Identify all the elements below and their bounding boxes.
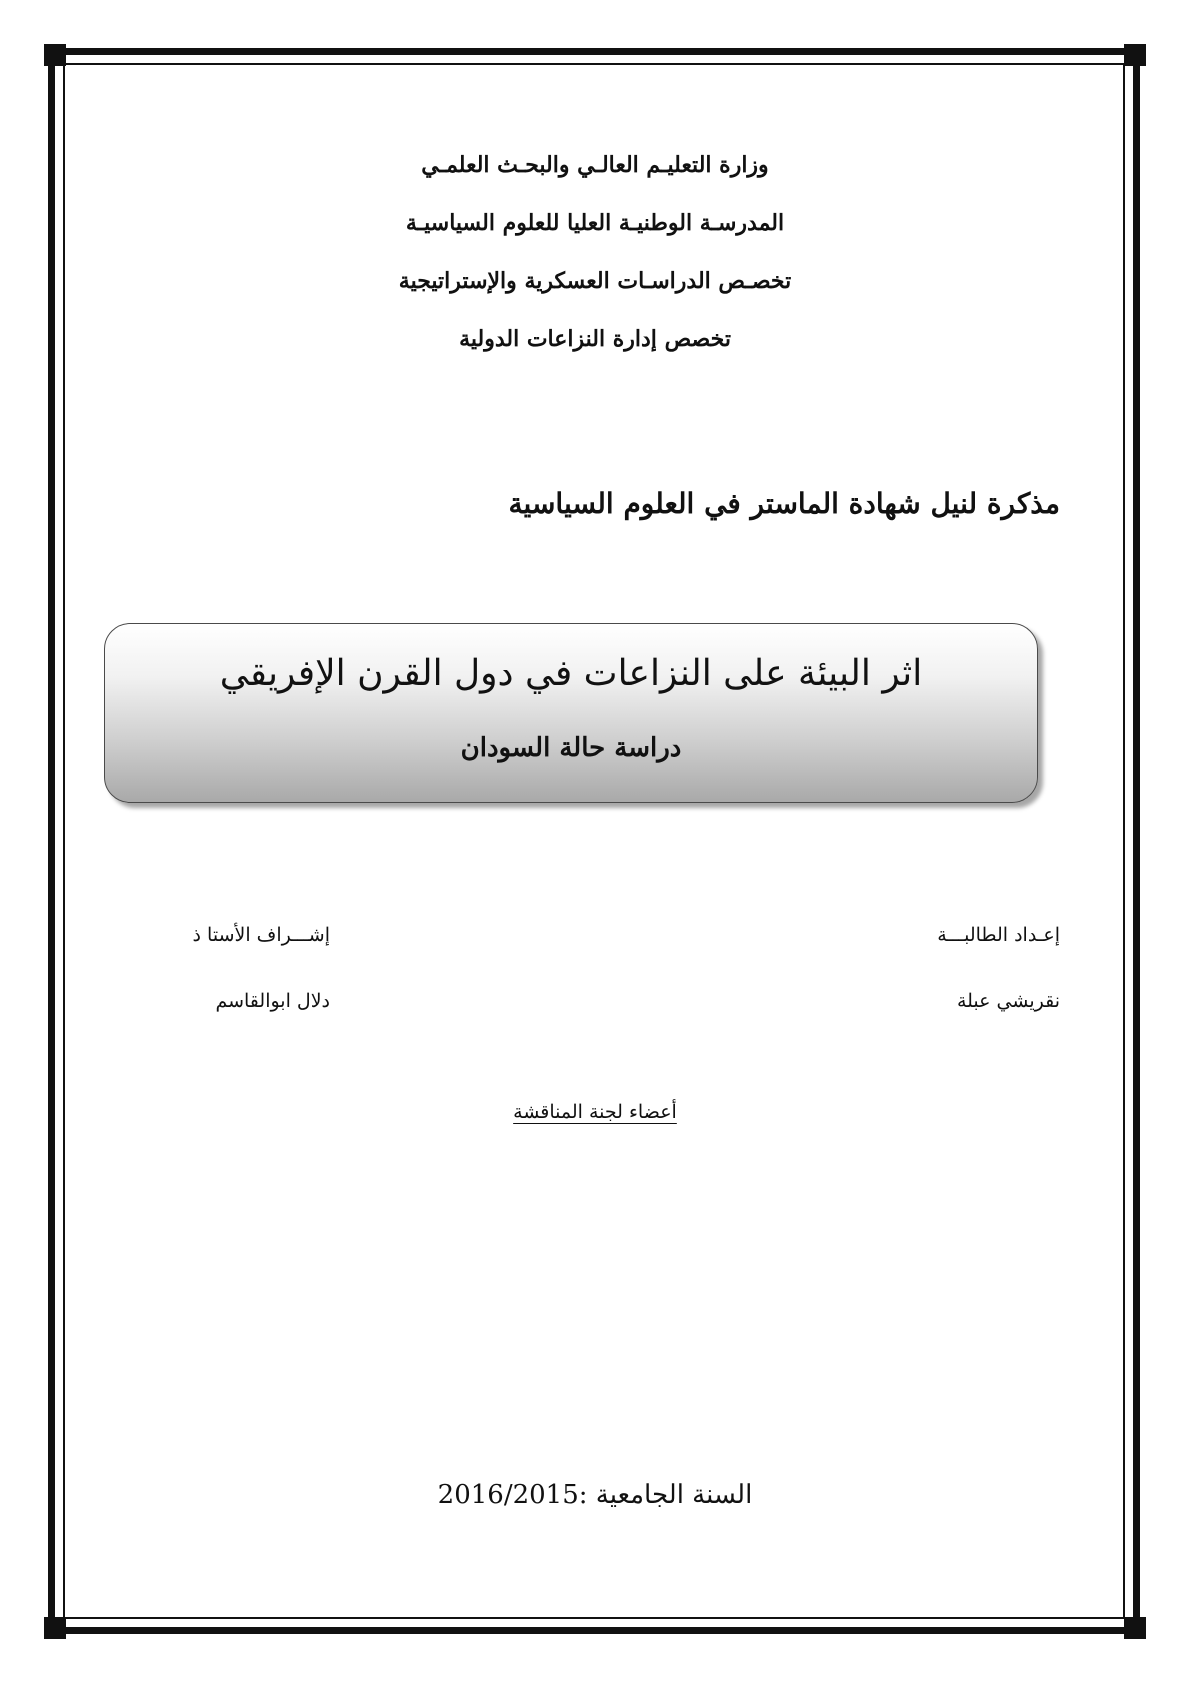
student-name: نقريشي عبلة [956,990,1060,1012]
frame-corner-top-left [44,44,66,66]
memo-statement: مذكرة لنيل شهادة الماستر في العلوم السياسية [508,487,1060,520]
thesis-title: اثر البيئة على النزاعات في دول القرن الإفريقي [219,653,923,694]
page-frame-inner [63,63,1125,1619]
academic-year: السنة الجامعية :2016/2015 [437,1480,753,1510]
specialization-heading: تخصـص الدراسـات العسكرية والإستراتيجية [398,268,792,294]
ministry-heading: وزارة التعليـم العالـي والبحـث العلمـي [421,152,769,178]
supervisor-name: دلال ابوالقاسم [215,990,330,1012]
thesis-title-box [104,623,1038,803]
frame-corner-top-right [1124,44,1146,66]
frame-corner-bottom-right [1124,1617,1146,1639]
thesis-subtitle: دراسة حالة السودان [460,733,682,763]
student-label: إعـداد الطالبـــة [937,924,1060,946]
supervisor-label: إشـــراف الأستا ذ [192,924,330,946]
committee-heading-text: أعضاء لجنة المناقشة [513,1101,677,1123]
school-heading: المدرسـة الوطنيـة العليا للعلوم السياسيـة [405,210,785,236]
sub-specialization-heading: تخصص إدارة النزاعات الدولية [459,326,731,352]
committee-heading [0,1099,1190,1125]
frame-corner-bottom-left [44,1617,66,1639]
